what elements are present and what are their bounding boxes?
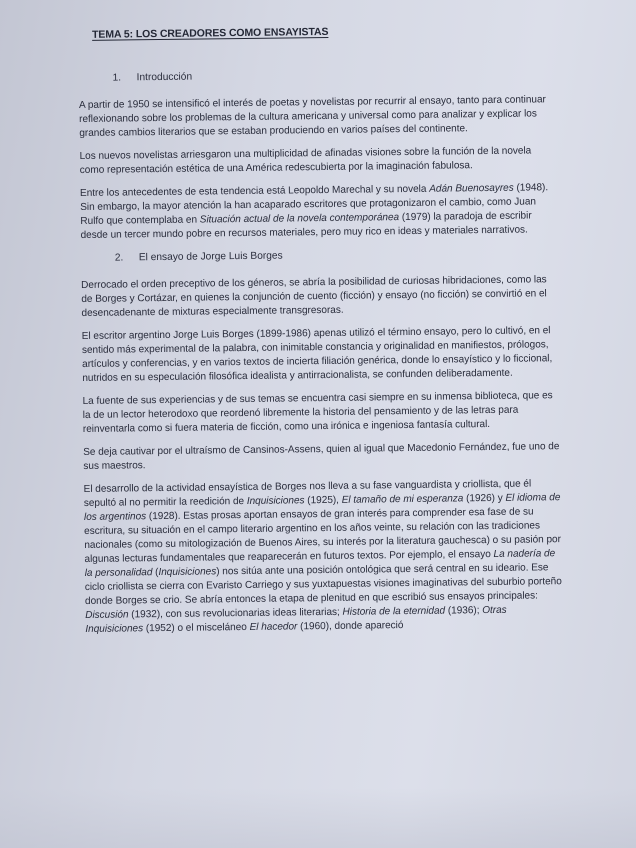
text-run: El desarrollo de la actividad ensayística de Borges nos lleva a su fase vanguardista y criollista, que él sepultó al no permitir la reedición de: [83, 478, 532, 509]
section-heading-borges: [115, 246, 559, 265]
paragraph-7: [83, 440, 561, 474]
text-run: ) nos sitúa ante una posición ontológica que será central en su ideario. Ese ciclo criollista se cierra con Evaristo Carriego y sus yuxtapuestas visiones imaginativas del suburbio porteño donde Borges se crio. Se abría entonces la etapa de plenitud en que escribió sus ensayos principales:: [84, 562, 562, 607]
paragraph-3: [80, 181, 559, 243]
book-title: Discusión: [85, 609, 129, 621]
text-run: A partir de 1950 se intensificó el interés de poetas y novelistas por recurrir al ensayo, tanto para continuar reflexionando sobre los problemas de la cultura americana y universal como para analizar y explicar los grandes cambios literarios que se estaban produciendo en varios países del continente.: [78, 94, 546, 139]
text-run: (1960), donde apareció: [297, 620, 404, 633]
text-run: La fuente de sus experiencias y de sus temas se encuentra casi siempre en su inmensa biblioteca, que es la de un lector heterodoxo que reordenó libremente la historia del pensamiento y de las letras para reinventarla como si fuera materia de ficción, como una irónica e ingeniosa fantasía cultural.: [82, 390, 553, 435]
book-title: La nadería de la personalidad: [84, 548, 556, 579]
section-title: Introducción: [136, 71, 193, 84]
book-title: Inquisiciones: [246, 495, 305, 507]
text-run: (1932), con sus revolucionarias ideas literarias;: [128, 606, 343, 621]
text-run: Los nuevos novelistas arriesgaron una multiplicidad de afinadas visiones sobre la función de la novela como representación estética de una América redescubierta por la imaginación fabulosa.: [79, 145, 532, 176]
text-run: (1952) o el misceláneo: [142, 621, 250, 635]
section-number: 1.: [112, 72, 122, 84]
document-content: [78, 22, 564, 646]
text-run: Derrocado el orden preceptivo de los géneros, se abría la posibilidad de curiosas hibridaciones, como las de Borges y Cortázar, en quienes la conjunción de cuento (ficción) y ensayo (no ficción) se convirtió en el desencadenante de mixturas especialmente transgresoras.: [81, 274, 547, 319]
book-title: El hacedor: [249, 621, 298, 633]
paragraph-5: [82, 324, 561, 386]
text-run: (1928). Estas prosas aportan ensayos de gran interés para comprender esa fase de su escritura, su situación en el campo literario argentino en los años veinte, su relación con las tradiciones nacionales (como su mitologización de Buenos Aires, su interés por la literatura gauchesca) o su pasión por algunas lecturas fundamentales que reaparecerán en futuros textos. Por ejemplo, el ensayo: [84, 506, 561, 565]
book-title: Otras Inquisiciones: [85, 604, 507, 635]
book-title: El tamaño de mi esperanza: [341, 493, 464, 506]
book-title: El idioma de los argentinos: [83, 492, 561, 523]
book-title: Inquisiciones: [158, 566, 217, 579]
book-title: Situación actual de la novela contemporánea: [199, 212, 400, 226]
paragraph-2: [79, 144, 557, 178]
section-title: El ensayo de Jorge Luis Borges: [138, 250, 283, 264]
text-run: (1948). Sin embargo, la mayor atención la han acaparado escritores que protagonizaron el cambio, como Juan Rulfo que contemplaba en: [80, 182, 549, 227]
page-shadow: [0, 788, 636, 848]
text-run: El escritor argentino Jorge Luis Borges (1899-1986) apenas utilizó el término ensayo, pero lo cultivó, en el sentido más experimental de la palabra, con inimitable constancia y originalidad en manifiestos, prólogos, artículos y conferencias, y en varios textos de incierta filiación genérica, donde lo ensayístico y lo ficcional, nutridos en su especulación filosófica idealista y antirracionalista, se confunden deliberadamente.: [81, 325, 553, 384]
text-run: (1926) y: [463, 492, 506, 505]
paragraph-1: [79, 93, 557, 141]
text-run: (1936);: [445, 605, 483, 617]
paragraph-8: [84, 477, 564, 637]
text-run: Se deja cautivar por el ultraísmo de Cansinos-Assens, quien al igual que Macedonio Fernández, fue uno de sus maestros.: [83, 441, 560, 472]
paragraph-4: [81, 273, 559, 321]
book-title: Historia de la eternidad: [342, 605, 446, 618]
text-run: (1979) la paradoja de escribir desde un tercer mundo pobre en recursos materiales, pero muy rico en ideas y materiales narrativos.: [80, 210, 532, 241]
text-run: (: [152, 567, 159, 579]
book-title: Adán Buenosayres: [429, 182, 514, 195]
section-number: 2.: [114, 252, 124, 264]
page-title: TEMA 5: LOS CREADORES COMO ENSAYISTAS: [92, 25, 329, 41]
text-run: (1925),: [304, 494, 342, 507]
paragraph-6: [82, 389, 560, 437]
text-run: Entre los antecedentes de esta tendencia está Leopoldo Marechal y su novela: [79, 183, 430, 199]
section-heading-introduccion: [113, 66, 557, 85]
